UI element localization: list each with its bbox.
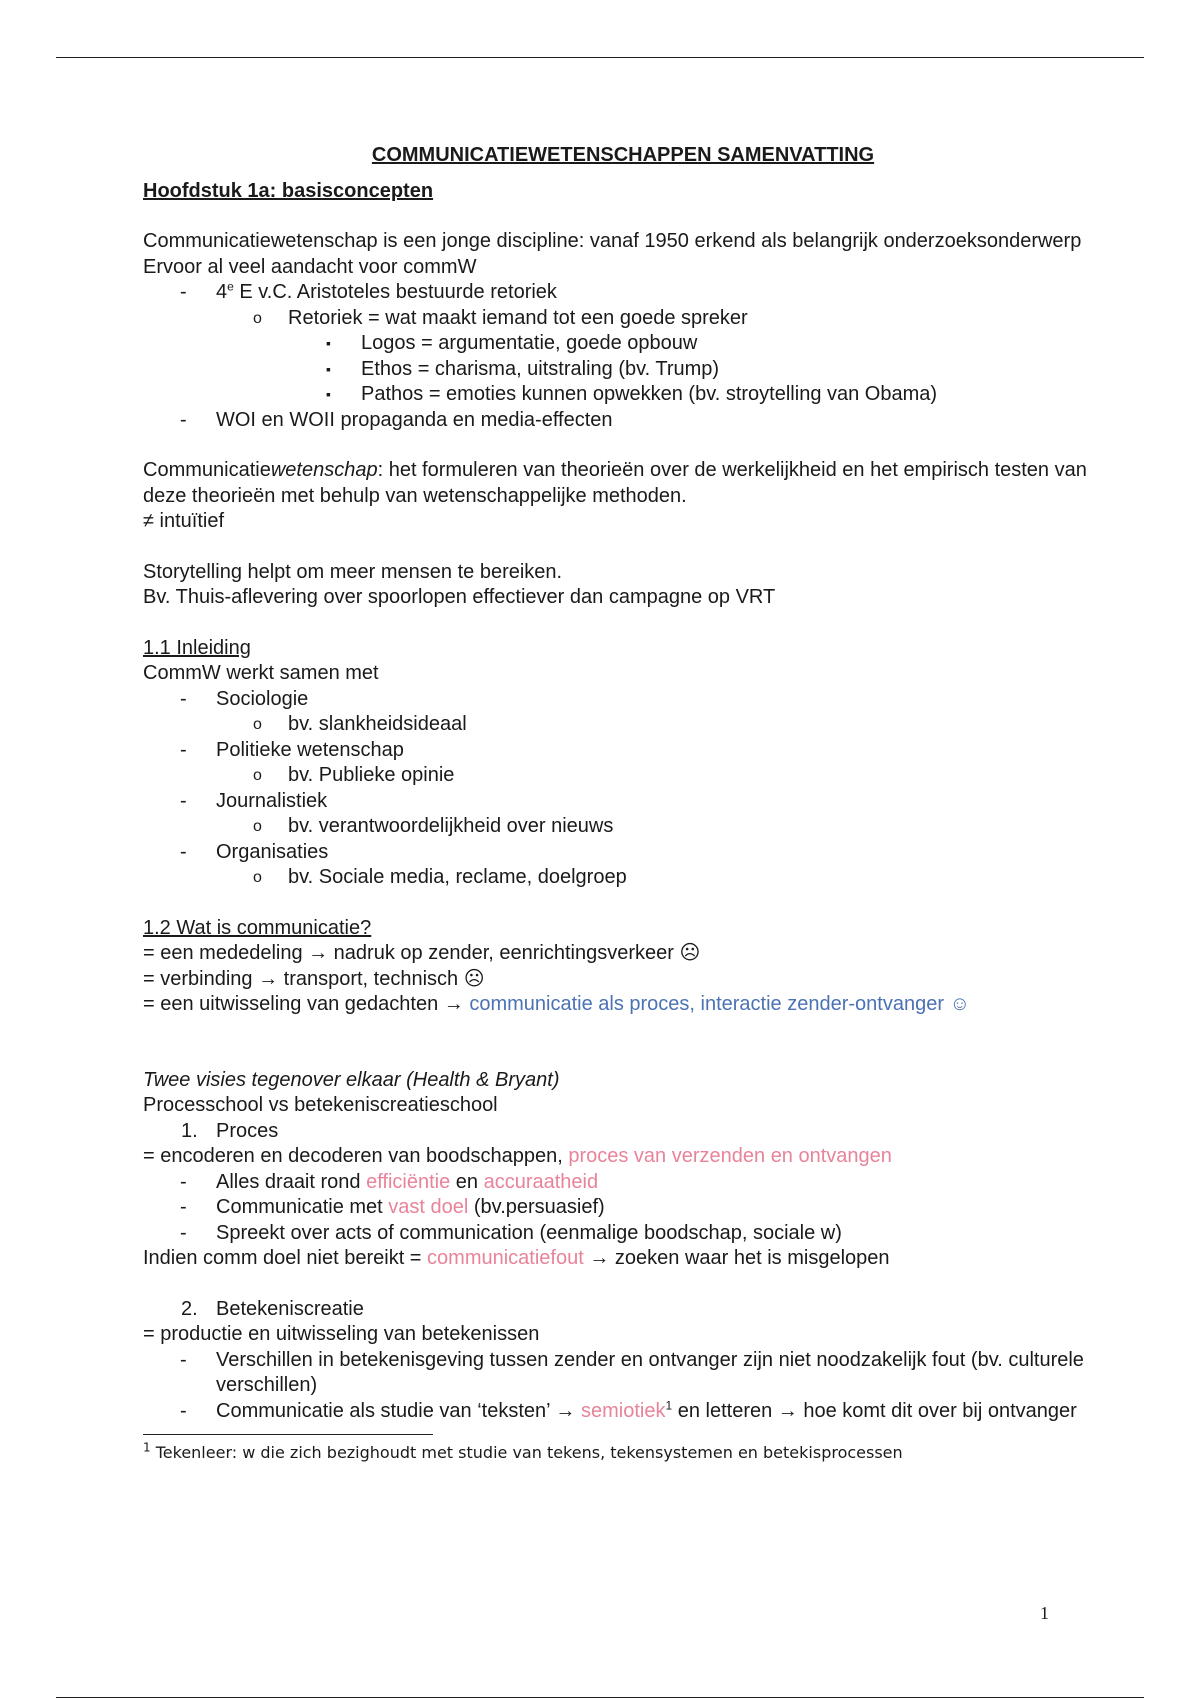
numbered-item: 1. Proces <box>181 1119 279 1142</box>
circle-bullet: o <box>253 869 262 886</box>
storytelling-line: Storytelling helpt om meer mensen te bereiken. <box>143 560 563 583</box>
numbered-item: 2. Betekeniscreatie <box>181 1297 364 1320</box>
list-item: - Communicatie als studie van ‘teksten’ → semiotiek$^1$ en letteren → hoe komt dit over bij ontvanger <box>143 1399 1103 1425</box>
highlight-text: proces van verzenden en ontvangen <box>568 1145 892 1167</box>
storytelling-example: Bv. Thuis-aflevering over spoorlopen effectiever dan campagne op VRT <box>143 586 776 608</box>
dash-bullet: - <box>180 738 187 761</box>
list-item: ▪ Logos = argumentatie, goede opbouw <box>143 331 1103 357</box>
definition-note: ≠ intuïtief <box>143 510 225 532</box>
list-item: o bv. Sociale media, reclame, doelgroep <box>143 865 1103 891</box>
circle-bullet: o <box>253 716 262 733</box>
footnote-rule <box>143 1434 433 1435</box>
square-bullet: ▪ <box>326 335 331 351</box>
square-bullet: ▪ <box>326 386 331 402</box>
document-title: COMMUNICATIEWETENSCHAPPEN SAMENVATTING <box>371 144 875 166</box>
dash-bullet: - <box>180 281 187 303</box>
betekenis-definition: = productie en uitwisseling van betekenissen <box>143 1323 540 1345</box>
circle-bullet: o <box>253 309 262 327</box>
intro-line: Ervoor al veel aandacht voor commW <box>143 255 477 278</box>
proces-definition: = encoderen en decoderen van boodschappen, proces van verzenden en ontvangen <box>143 1145 892 1167</box>
list-item: ▪ Pathos = emoties kunnen opwekken (bv. stroytelling van Obama) <box>143 382 1103 408</box>
list-item: o bv. Publieke opinie <box>143 763 1103 789</box>
footnote: $^1$ Tekenleer: w die zich bezighoudt met studie van tekens, tekensystemen en betekisprocessen <box>143 1440 903 1462</box>
highlight-text: communicatiefout <box>427 1247 584 1269</box>
failure-line: Indien comm doel niet bereikt = communicatiefout → zoeken waar het is misgelopen <box>143 1247 890 1269</box>
list-item: o Retoriek = wat maakt iemand tot een goede spreker <box>143 306 1103 332</box>
definition-line: = verbinding → transport, technisch ☹ <box>143 967 485 990</box>
chapter-heading: Hoofdstuk 1a: basisconcepten <box>143 180 434 202</box>
dash-bullet: - <box>180 840 187 863</box>
dash-bullet: - <box>180 1348 187 1371</box>
dash-bullet: - <box>180 1196 187 1218</box>
intro-paragraph: Communicatiewetenschap is een jonge discipline: vanaf 1950 erkend als belangrijk onderzoeksonderwerp <box>143 230 1082 252</box>
visions-subtitle: Processchool vs betekeniscreatieschool <box>143 1094 498 1116</box>
document-body <box>143 142 1103 1463</box>
highlight-text: communicatie als proces, interactie zender-ontvanger ☺ <box>469 993 970 1015</box>
list-item: - Spreekt over acts of communication (eenmalige boodschap, sociale w) <box>143 1221 1103 1247</box>
list-item: - Verschillen in betekenisgeving tussen zender en ontvanger zijn niet noodzakelijk fout (bv. culturele verschillen) <box>180 1348 1084 1396</box>
list-item: - Alles draait rond efficiëntie en accuraatheid <box>143 1170 1103 1196</box>
visions-heading: Twee visies tegenover elkaar (Health & Bryant) <box>143 1068 560 1091</box>
section-heading-1-1: 1.1 Inleiding <box>143 636 251 659</box>
list-item: - 4e E v.C. Aristoteles bestuurde retoriek <box>143 280 1103 306</box>
section-intro: CommW werkt samen met <box>143 662 379 684</box>
list-item: - Organisaties <box>143 840 1103 866</box>
footer-rule <box>56 1697 1144 1698</box>
page-number: 1 <box>1040 1603 1049 1623</box>
dash-bullet: - <box>180 789 187 812</box>
list-item: o bv. slankheidsideaal <box>143 712 1103 738</box>
list-item: - WOI en WOII propaganda en media-effecten <box>143 408 1103 434</box>
list-item: - Communicatie met vast doel (bv.persuasief) <box>143 1195 1103 1221</box>
list-item: o bv. verantwoordelijkheid over nieuws <box>143 814 1103 840</box>
dash-bullet: - <box>180 687 187 710</box>
definition-line: = een mededeling → nadruk op zender, eenrichtingsverkeer ☹ <box>143 942 701 964</box>
circle-bullet: o <box>253 767 262 784</box>
list-item: ▪ Ethos = charisma, uitstraling (bv. Trump) <box>143 357 1103 383</box>
list-item: - Journalistiek <box>143 789 1103 815</box>
dash-bullet: - <box>180 408 187 431</box>
dash-bullet: - <box>180 1170 187 1193</box>
square-bullet: ▪ <box>326 360 331 377</box>
definition-paragraph: Communicatiewetenschap: het formuleren van theorieën over de werkelijkheid en het empirisch testen van deze theorieën met behulp van wetenschappelijke methoden. <box>143 459 1087 507</box>
section-heading-1-2: 1.2 Wat is communicatie? <box>143 916 372 939</box>
definition-line: = een uitwisseling van gedachten → communicatie als proces, interactie zender-ontvanger ☺ <box>143 993 970 1015</box>
dash-bullet: - <box>180 1221 187 1244</box>
list-item: - Politieke wetenschap <box>143 738 1103 764</box>
list-item: - Sociologie <box>143 687 1103 713</box>
dash-bullet: - <box>180 1399 187 1422</box>
header-rule <box>56 57 1144 58</box>
circle-bullet: o <box>253 818 262 835</box>
